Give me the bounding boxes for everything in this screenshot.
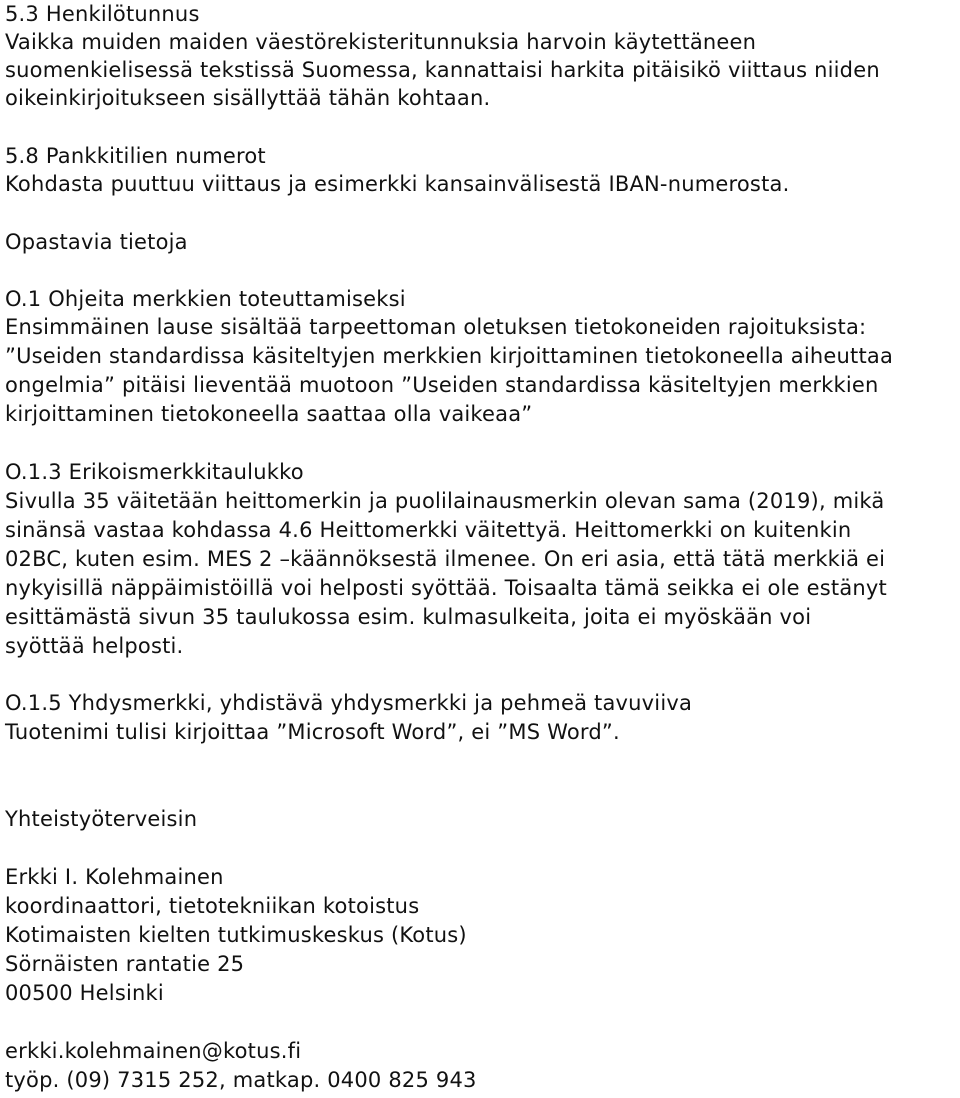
signature-organization: Kotimaisten kielten tutkimuskeskus (Kotus) <box>5 923 467 947</box>
signature-email: erkki.kolehmainen@kotus.fi <box>5 1039 302 1063</box>
paragraph-line: Kohdasta puuttuu viittaus ja esimerkki kansainvälisestä IBAN-numerosta. <box>5 172 790 196</box>
paragraph-line: nykyisillä näppäimistöillä voi helposti syöttää. Toisaalta tämä seikka ei ole estänyt <box>5 576 887 600</box>
paragraph-line: Vaikka muiden maiden väestörekisteritunnuksia harvoin käytettäneen <box>5 30 757 54</box>
guides-heading: Opastavia tietoja <box>5 230 188 254</box>
signature-phone: työp. (09) 7315 252, matkap. 0400 825 943 <box>5 1068 477 1092</box>
closing-greeting: Yhteistyöterveisin <box>5 807 198 831</box>
signature-title: koordinaattori, tietotekniikan kotoistus <box>5 894 420 918</box>
heading-5-3: 5.3 Henkilötunnus <box>5 2 200 26</box>
paragraph-line: ”Useiden standardissa käsiteltyjen merkkien kirjoittaminen tietokoneella aiheuttaa <box>5 344 894 368</box>
heading-o-1: O.1 Ohjeita merkkien toteuttamiseksi <box>5 287 406 311</box>
heading-o-1-3: O.1.3 Erikoismerkkitaulukko <box>5 460 304 484</box>
paragraph-line: sinänsä vastaa kohdassa 4.6 Heittomerkki väitettyä. Heittomerkki on kuitenkin <box>5 518 852 542</box>
paragraph-line: esittämästä sivun 35 taulukossa esim. kulmasulkeita, joita ei myöskään voi <box>5 605 812 629</box>
paragraph-line: kirjoittaminen tietokoneella saattaa olla vaikeaa” <box>5 402 533 426</box>
signature-street: Sörnäisten rantatie 25 <box>5 952 245 976</box>
paragraph-line: ongelmia” pitäisi lieventää muotoon ”Useiden standardissa käsiteltyjen merkkien <box>5 373 879 397</box>
paragraph-line: Ensimmäinen lause sisältää tarpeettoman oletuksen tietokoneiden rajoituksista: <box>5 315 867 339</box>
heading-5-8: 5.8 Pankkitilien numerot <box>5 144 266 168</box>
signature-name: Erkki I. Kolehmainen <box>5 865 224 889</box>
paragraph-line: 02BC, kuten esim. MES 2 –käännöksestä ilmenee. On eri asia, että tätä merkkiä ei <box>5 547 886 571</box>
signature-postal: 00500 Helsinki <box>5 981 164 1005</box>
paragraph-line: suomenkielisessä tekstissä Suomessa, kannattaisi harkita pitäisikö viittaus niiden <box>5 58 880 82</box>
paragraph-line: syöttää helposti. <box>5 634 184 658</box>
paragraph-line: Tuotenimi tulisi kirjoittaa ”Microsoft Word”, ei ”MS Word”. <box>5 720 620 744</box>
heading-o-1-5: O.1.5 Yhdysmerkki, yhdistävä yhdysmerkki ja pehmeä tavuviiva <box>5 691 693 715</box>
paragraph-line: Sivulla 35 väitetään heittomerkin ja puolilainausmerkin olevan sama (2019), mikä <box>5 489 885 513</box>
paragraph-line: oikeinkirjoitukseen sisällyttää tähän kohtaan. <box>5 86 491 110</box>
